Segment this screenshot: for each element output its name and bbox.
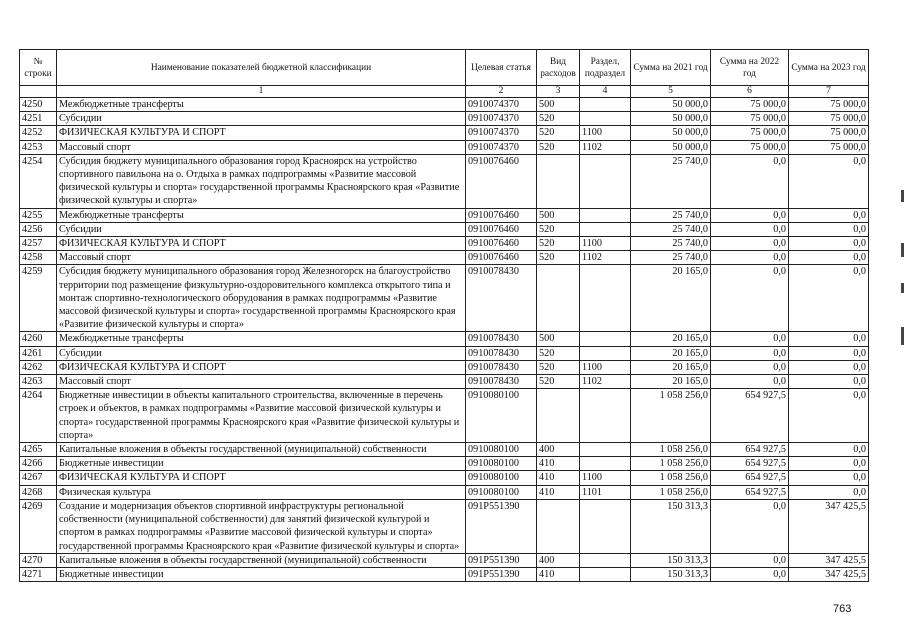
row-name: Субсидии: [57, 346, 466, 360]
sum-2023: 0,0: [789, 471, 869, 485]
row-number: 4262: [20, 360, 57, 374]
sum-2022: 75 000,0: [711, 112, 789, 126]
row-number: 4256: [20, 222, 57, 236]
expense-type: 400: [537, 443, 580, 457]
target-article: 0910080100: [466, 457, 537, 471]
sum-2022: 75 000,0: [711, 140, 789, 154]
sum-2021: 20 165,0: [631, 360, 711, 374]
sum-2022: 654 927,5: [711, 457, 789, 471]
column-number-cell: 2: [466, 86, 537, 98]
table-row: [20, 112, 869, 126]
target-article: 0910076460: [466, 154, 537, 208]
row-number: 4270: [20, 553, 57, 567]
sum-2022: 0,0: [711, 360, 789, 374]
target-article: 0910076460: [466, 251, 537, 265]
target-article: 0910080100: [466, 389, 537, 443]
table-row: [20, 485, 869, 499]
sum-2021: 25 740,0: [631, 154, 711, 208]
target-article: 0910078430: [466, 332, 537, 346]
sum-2021: 1 058 256,0: [631, 471, 711, 485]
sum-2023: 347 425,5: [789, 567, 869, 581]
target-article: 091P551390: [466, 499, 537, 553]
target-article: 0910074370: [466, 112, 537, 126]
expense-type: 520: [537, 112, 580, 126]
section-code: [580, 112, 631, 126]
row-number: 4253: [20, 140, 57, 154]
section-code: [580, 222, 631, 236]
row-name: Межбюджетные трансферты: [57, 98, 466, 112]
sum-2023: 75 000,0: [789, 98, 869, 112]
section-code: [580, 265, 631, 332]
row-number: 4254: [20, 154, 57, 208]
row-name: Бюджетные инвестиции: [57, 457, 466, 471]
header-target-article: Целевая статья: [466, 50, 537, 86]
sum-2022: 0,0: [711, 154, 789, 208]
expense-type: 500: [537, 208, 580, 222]
sum-2021: 20 165,0: [631, 346, 711, 360]
sum-2021: 20 165,0: [631, 332, 711, 346]
row-name: Субсидия бюджету муниципального образования город Железногорск на благоустройство территории под размещение физкультурно-оздоровительного комплекса открытого типа и монтаж спортивно-технологического оборудования в рамках подпрограммы «Развитие массовой физической культуры и спорта» государственной программы Красноярского края «Развитие физической культуры и спорта»: [57, 265, 466, 332]
expense-type: 400: [537, 553, 580, 567]
expense-type: 520: [537, 360, 580, 374]
row-name: Массовый спорт: [57, 251, 466, 265]
sum-2021: 20 165,0: [631, 375, 711, 389]
sum-2021: 50 000,0: [631, 112, 711, 126]
column-number-cell: 6: [711, 86, 789, 98]
expense-type: [537, 265, 580, 332]
header-sum-2022: Сумма на 2022 год: [711, 50, 789, 86]
table-row: [20, 346, 869, 360]
row-name: Межбюджетные трансферты: [57, 332, 466, 346]
table-row: [20, 389, 869, 443]
table-row: [20, 126, 869, 140]
section-code: 1102: [580, 140, 631, 154]
sum-2023: 0,0: [789, 265, 869, 332]
row-name: Субсидии: [57, 112, 466, 126]
page-number: 763: [833, 603, 852, 615]
sum-2022: 654 927,5: [711, 485, 789, 499]
sum-2022: 75 000,0: [711, 126, 789, 140]
target-article: 0910078430: [466, 360, 537, 374]
sum-2021: 25 740,0: [631, 251, 711, 265]
section-code: [580, 443, 631, 457]
sum-2022: 654 927,5: [711, 443, 789, 457]
table-row: [20, 332, 869, 346]
row-name: Бюджетные инвестиции: [57, 567, 466, 581]
sum-2022: 0,0: [711, 222, 789, 236]
target-article: 0910078430: [466, 346, 537, 360]
row-number: 4251: [20, 112, 57, 126]
column-number-cell: 7: [789, 86, 869, 98]
expense-type: 520: [537, 140, 580, 154]
section-code: [580, 499, 631, 553]
table-row: [20, 471, 869, 485]
sum-2023: 0,0: [789, 154, 869, 208]
sum-2023: 0,0: [789, 457, 869, 471]
sum-2023: 0,0: [789, 360, 869, 374]
sum-2023: 0,0: [789, 346, 869, 360]
row-number: 4250: [20, 98, 57, 112]
row-name: ФИЗИЧЕСКАЯ КУЛЬТУРА И СПОРТ: [57, 360, 466, 374]
sum-2023: 0,0: [789, 251, 869, 265]
expense-type: 410: [537, 485, 580, 499]
expense-type: [537, 389, 580, 443]
sum-2021: 1 058 256,0: [631, 443, 711, 457]
target-article: 0910074370: [466, 140, 537, 154]
section-code: [580, 98, 631, 112]
row-number: 4259: [20, 265, 57, 332]
expense-type: 410: [537, 567, 580, 581]
sum-2023: 75 000,0: [789, 112, 869, 126]
header-section: Раздел, подраздел: [580, 50, 631, 86]
sum-2021: 50 000,0: [631, 140, 711, 154]
sum-2021: 50 000,0: [631, 126, 711, 140]
header-row-number: № строки: [20, 50, 57, 86]
table-row: [20, 457, 869, 471]
column-number-cell: 4: [580, 86, 631, 98]
sum-2023: 0,0: [789, 208, 869, 222]
sum-2021: 20 165,0: [631, 265, 711, 332]
target-article: 0910076460: [466, 222, 537, 236]
sum-2023: 0,0: [789, 443, 869, 457]
row-number: 4268: [20, 485, 57, 499]
sum-2022: 0,0: [711, 265, 789, 332]
row-name: Массовый спорт: [57, 375, 466, 389]
expense-type: 500: [537, 98, 580, 112]
table-row: [20, 154, 869, 208]
table-row: [20, 222, 869, 236]
section-code: 1100: [580, 360, 631, 374]
section-code: 1100: [580, 126, 631, 140]
expense-type: 410: [537, 471, 580, 485]
target-article: 0910078430: [466, 375, 537, 389]
row-name: Капитальные вложения в объекты государственной (муниципальной) собственности: [57, 553, 466, 567]
sum-2022: 0,0: [711, 346, 789, 360]
expense-type: 520: [537, 346, 580, 360]
row-number: 4257: [20, 237, 57, 251]
sum-2021: 25 740,0: [631, 237, 711, 251]
sum-2023: 347 425,5: [789, 499, 869, 553]
table-row: [20, 265, 869, 332]
row-name: Субсидия бюджету муниципального образования город Красноярск на устройство спортивного павильона на о. Отдыха в рамках подпрограммы «Развитие массовой физической культуры и спорта» государственной программы Красноярского края «Развитие физической культуры и спорта»: [57, 154, 466, 208]
section-code: [580, 553, 631, 567]
target-article: 0910080100: [466, 485, 537, 499]
target-article: 0910078430: [466, 265, 537, 332]
expense-type: [537, 499, 580, 553]
section-code: [580, 208, 631, 222]
row-name: Капитальные вложения в объекты государственной (муниципальной) собственности: [57, 443, 466, 457]
column-number-cell: [20, 86, 57, 98]
sum-2023: 0,0: [789, 237, 869, 251]
table-row: [20, 140, 869, 154]
sum-2021: 1 058 256,0: [631, 485, 711, 499]
table-row: [20, 237, 869, 251]
expense-type: 520: [537, 126, 580, 140]
sum-2022: 654 927,5: [711, 471, 789, 485]
row-number: 4255: [20, 208, 57, 222]
header-sum-2023: Сумма на 2023 год: [789, 50, 869, 86]
sum-2023: 0,0: [789, 485, 869, 499]
sum-2021: 25 740,0: [631, 222, 711, 236]
column-number-cell: 3: [537, 86, 580, 98]
expense-type: 520: [537, 375, 580, 389]
sum-2021: 25 740,0: [631, 208, 711, 222]
sum-2022: 0,0: [711, 251, 789, 265]
sum-2023: 0,0: [789, 222, 869, 236]
column-number-cell: 1: [57, 86, 466, 98]
section-code: [580, 332, 631, 346]
sum-2023: 75 000,0: [789, 140, 869, 154]
row-number: 4261: [20, 346, 57, 360]
header-name: Наименование показателей бюджетной классификации: [57, 50, 466, 86]
section-code: [580, 154, 631, 208]
sum-2022: 0,0: [711, 553, 789, 567]
row-number: 4264: [20, 389, 57, 443]
target-article: 091P551390: [466, 567, 537, 581]
row-number: 4265: [20, 443, 57, 457]
sum-2022: 0,0: [711, 567, 789, 581]
row-number: 4258: [20, 251, 57, 265]
sum-2022: 75 000,0: [711, 98, 789, 112]
row-name: Межбюджетные трансферты: [57, 208, 466, 222]
table-row: [20, 553, 869, 567]
sum-2022: 0,0: [711, 237, 789, 251]
row-name: Массовый спорт: [57, 140, 466, 154]
row-name: ФИЗИЧЕСКАЯ КУЛЬТУРА И СПОРТ: [57, 471, 466, 485]
sum-2021: 150 313,3: [631, 553, 711, 567]
section-code: 1100: [580, 471, 631, 485]
expense-type: 500: [537, 332, 580, 346]
section-code: [580, 389, 631, 443]
row-number: 4263: [20, 375, 57, 389]
target-article: 0910074370: [466, 98, 537, 112]
sum-2023: 0,0: [789, 375, 869, 389]
table-row: [20, 499, 869, 553]
header-expense-type: Вид расходов: [537, 50, 580, 86]
sum-2023: 75 000,0: [789, 126, 869, 140]
column-number-row: [20, 86, 869, 98]
sum-2021: 150 313,3: [631, 567, 711, 581]
sum-2022: 0,0: [711, 208, 789, 222]
table-row: [20, 375, 869, 389]
row-name: Физическая культура: [57, 485, 466, 499]
row-number: 4252: [20, 126, 57, 140]
table-row: [20, 567, 869, 581]
expense-type: 520: [537, 251, 580, 265]
target-article: 0910076460: [466, 237, 537, 251]
expense-type: [537, 154, 580, 208]
target-article: 0910074370: [466, 126, 537, 140]
row-name: Создание и модернизация объектов спортивной инфраструктуры региональной собственности (муниципальной собственности) для занятий физической культурой и спортом в рамках подпрограммы «Развитие массовой физической культуры и спорта» государственной программы Красноярского края «Развитие физической культуры и спорта»: [57, 499, 466, 553]
table-body: [20, 98, 869, 582]
section-code: [580, 346, 631, 360]
budget-table: [19, 49, 869, 582]
row-number: 4269: [20, 499, 57, 553]
sum-2022: 654 927,5: [711, 389, 789, 443]
target-article: 0910080100: [466, 443, 537, 457]
sum-2023: 0,0: [789, 332, 869, 346]
row-number: 4271: [20, 567, 57, 581]
section-code: 1102: [580, 375, 631, 389]
section-code: [580, 567, 631, 581]
table-row: [20, 208, 869, 222]
sum-2023: 0,0: [789, 389, 869, 443]
sum-2021: 50 000,0: [631, 98, 711, 112]
table-row: [20, 98, 869, 112]
row-number: 4260: [20, 332, 57, 346]
row-name: Бюджетные инвестиции в объекты капитального строительства, включенные в перечень строек и объектов, в рамках подпрограммы «Развитие массовой физической культуры и спорта» государственной программы Красноярского края «Развитие физической культуры и спорта»: [57, 389, 466, 443]
table-row: [20, 443, 869, 457]
row-number: 4266: [20, 457, 57, 471]
row-name: ФИЗИЧЕСКАЯ КУЛЬТУРА И СПОРТ: [57, 126, 466, 140]
section-code: 1102: [580, 251, 631, 265]
target-article: 0910080100: [466, 471, 537, 485]
target-article: 0910076460: [466, 208, 537, 222]
column-number-cell: 5: [631, 86, 711, 98]
table-row: [20, 251, 869, 265]
section-code: [580, 457, 631, 471]
header-row: [20, 50, 869, 86]
section-code: 1100: [580, 237, 631, 251]
sum-2021: 1 058 256,0: [631, 457, 711, 471]
sum-2021: 150 313,3: [631, 499, 711, 553]
row-name: Субсидии: [57, 222, 466, 236]
sum-2022: 0,0: [711, 499, 789, 553]
expense-type: 520: [537, 222, 580, 236]
table-row: [20, 360, 869, 374]
row-number: 4267: [20, 471, 57, 485]
sum-2023: 347 425,5: [789, 553, 869, 567]
expense-type: 410: [537, 457, 580, 471]
section-code: 1101: [580, 485, 631, 499]
target-article: 091P551390: [466, 553, 537, 567]
sum-2022: 0,0: [711, 375, 789, 389]
header-sum-2021: Сумма на 2021 год: [631, 50, 711, 86]
row-name: ФИЗИЧЕСКАЯ КУЛЬТУРА И СПОРТ: [57, 237, 466, 251]
expense-type: 520: [537, 237, 580, 251]
sum-2021: 1 058 256,0: [631, 389, 711, 443]
sum-2022: 0,0: [711, 332, 789, 346]
